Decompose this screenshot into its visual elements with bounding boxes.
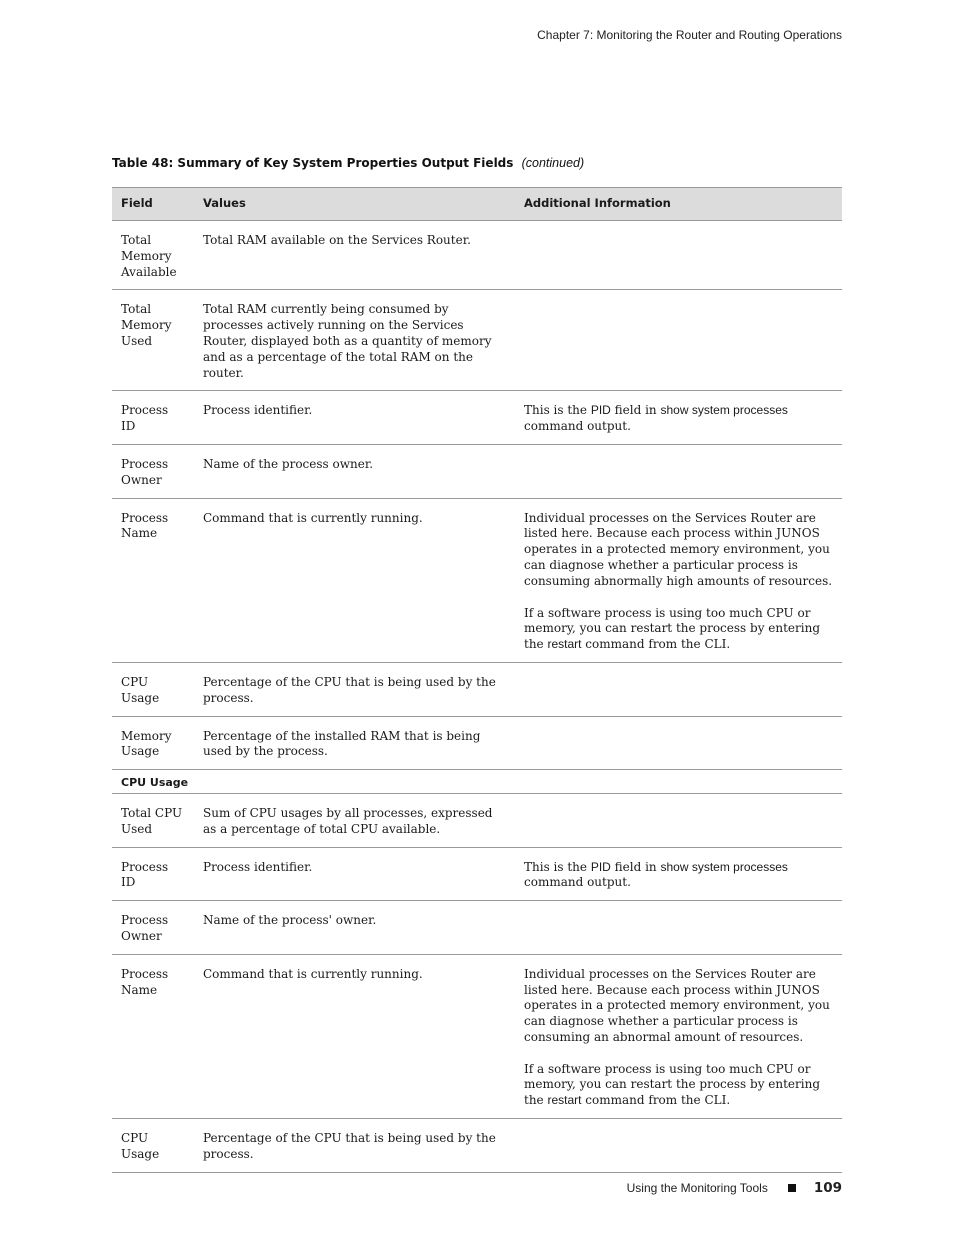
field-cell: Process ID [112, 847, 194, 901]
table-row [112, 290, 842, 391]
table-continued-note: (continued) [521, 156, 585, 170]
info-text: If a software process is using too much CPU or memory, you can restart the process by entering the [524, 605, 821, 652]
values-cell: Name of the process owner. [194, 444, 515, 498]
table-row [112, 1119, 842, 1173]
command-pid: PID [590, 859, 611, 874]
info-paragraph: Individual processes on the Services Router are listed here. Because each process within JUNOS operates in a protected memory environment, you can diagnose whether a particular process is consuming abnormally high amounts of resources. [524, 510, 833, 588]
values-cell: Percentage of the installed RAM that is being used by the process. [194, 716, 515, 770]
command-pid: PID [590, 403, 611, 418]
info-cell [515, 954, 842, 1118]
table-header-row [112, 188, 842, 221]
command-restart: restart [547, 637, 582, 652]
values-cell: Command that is currently running. [194, 498, 515, 662]
running-header: Chapter 7: Monitoring the Router and Routing Operations [537, 28, 842, 42]
info-cell [515, 1119, 842, 1173]
values-cell: Percentage of the CPU that is being used by the process. [194, 1119, 515, 1173]
command-restart: restart [547, 1093, 582, 1108]
table-row [112, 847, 842, 901]
info-text: command from the CLI. [581, 637, 731, 652]
table-caption [112, 156, 584, 170]
field-cell: Process Name [112, 954, 194, 1118]
values-cell: Name of the process' owner. [194, 901, 515, 955]
column-header-field: Field [112, 188, 194, 221]
info-text: field in [610, 859, 661, 874]
info-cell [515, 793, 842, 847]
table-row [112, 498, 842, 662]
info-text: This is the [524, 859, 591, 874]
section-row [112, 770, 842, 794]
field-cell: Process Owner [112, 901, 194, 955]
table-title: Table 48: Summary of Key System Properties Output Fields [112, 156, 514, 170]
field-cell: CPU Usage [112, 1119, 194, 1173]
command-show-system-processes: show system processes [660, 403, 788, 418]
field-cell: Process ID [112, 391, 194, 445]
section-heading: CPU Usage [112, 770, 842, 794]
table-row [112, 793, 842, 847]
table-row [112, 662, 842, 716]
info-text: command output. [524, 875, 631, 890]
info-cell [515, 716, 842, 770]
field-cell: Process Name [112, 498, 194, 662]
table-row [112, 954, 842, 1118]
info-text: command from the CLI. [581, 1093, 731, 1108]
footer-section-title: Using the Monitoring Tools [626, 1181, 768, 1195]
values-cell: Total RAM available on the Services Router. [194, 221, 515, 290]
page-footer [627, 1180, 842, 1196]
info-cell [515, 498, 842, 662]
column-header-info: Additional Information [515, 188, 842, 221]
column-header-values: Values [194, 188, 515, 221]
info-cell [515, 901, 842, 955]
info-cell [515, 444, 842, 498]
info-text: If a software process is using too much CPU or memory, you can restart the process by entering the [524, 1061, 821, 1108]
info-paragraph [524, 1062, 834, 1109]
page-number: 109 [813, 1180, 842, 1196]
info-paragraph: Individual processes on the Services Router are listed here. Because each process within JUNOS operates in a protected memory environment, you can diagnose whether a particular process is consuming an abnormal amount of resources. [524, 966, 830, 1044]
field-cell: Total Memory Available [112, 221, 194, 290]
values-cell: Percentage of the CPU that is being used by the process. [194, 662, 515, 716]
values-cell: Total RAM currently being consumed by processes actively running on the Services Router, displayed both as a quantity of memory and as a percentage of the total RAM on the router. [194, 290, 515, 391]
field-cell: Process Owner [112, 444, 194, 498]
field-cell: Memory Usage [112, 716, 194, 770]
info-text: field in [610, 403, 661, 418]
values-cell: Process identifier. [194, 391, 515, 445]
info-cell [515, 391, 842, 445]
values-cell: Command that is currently running. [194, 954, 515, 1118]
table-row [112, 444, 842, 498]
info-cell [515, 221, 842, 290]
field-cell: Total CPU Used [112, 793, 194, 847]
info-cell [515, 847, 842, 901]
values-cell: Sum of CPU usages by all processes, expressed as a percentage of total CPU available. [194, 793, 515, 847]
info-cell [515, 290, 842, 391]
properties-table [112, 187, 842, 1173]
table-row [112, 391, 842, 445]
info-cell [515, 662, 842, 716]
table-row [112, 901, 842, 955]
table-row [112, 716, 842, 770]
field-cell: Total Memory Used [112, 290, 194, 391]
info-paragraph [524, 606, 834, 653]
footer-square-bullet-icon [788, 1184, 796, 1192]
values-cell: Process identifier. [194, 847, 515, 901]
command-show-system-processes: show system processes [660, 859, 788, 874]
field-cell: CPU Usage [112, 662, 194, 716]
table-row [112, 221, 842, 290]
info-text: command output. [524, 419, 631, 434]
info-text: This is the [524, 403, 591, 418]
